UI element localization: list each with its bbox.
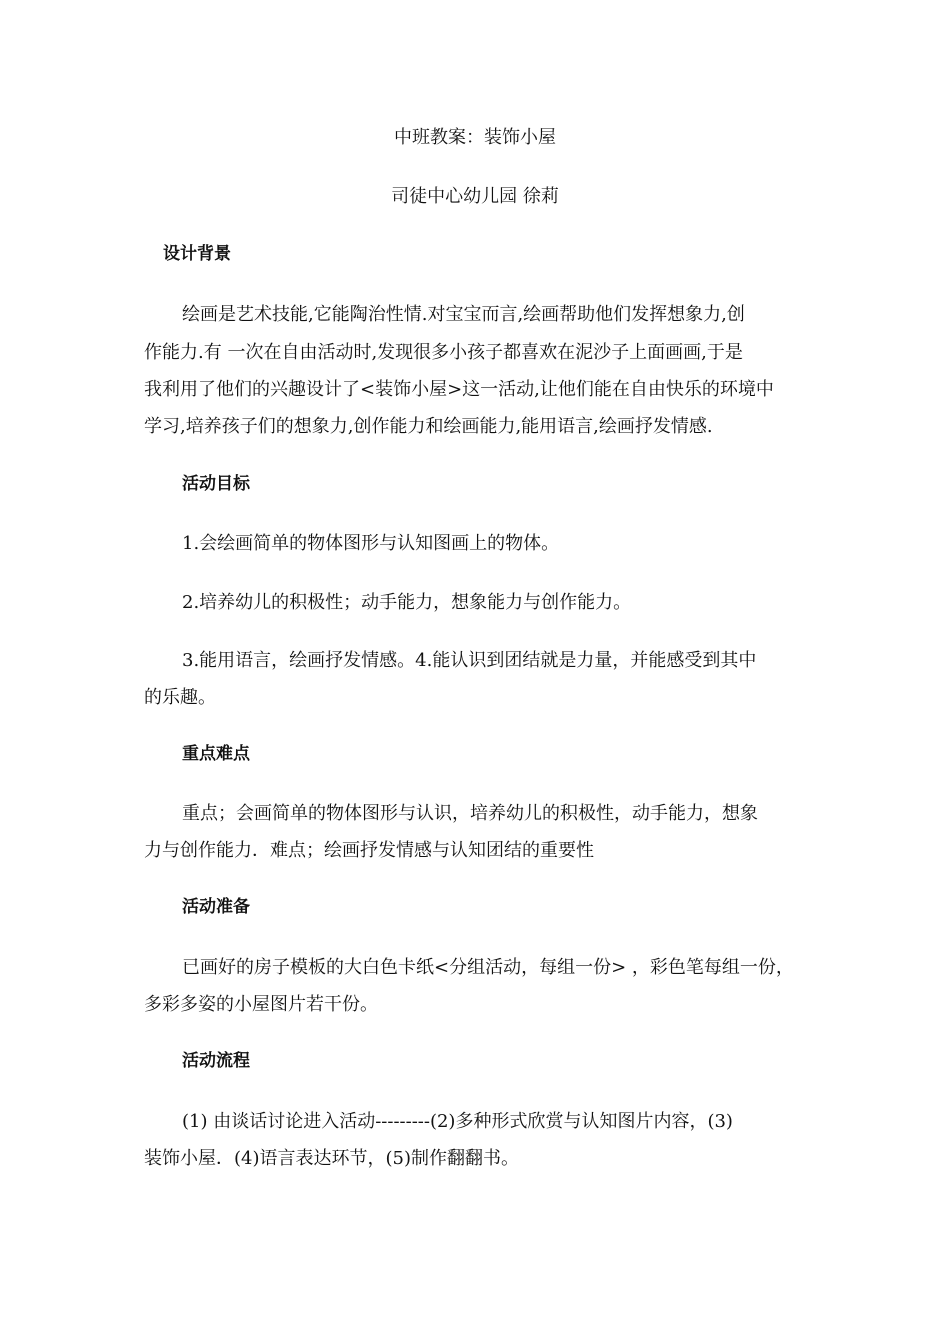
goal-item-3-line-1: 3.能用语言，绘画抒发情感。4.能认识到团结就是力量，并能感受到其中: [182, 650, 757, 671]
background-line-3: 我利用了他们的兴趣设计了<装饰小屋>这一活动,让他们能在自由快乐的环境中: [144, 379, 774, 400]
section-heading-goals: 活动目标: [182, 474, 250, 494]
section-heading-background: 设计背景: [163, 244, 231, 264]
section-heading-preparation: 活动准备: [182, 897, 250, 917]
keypoints-line-2: 力与创作能力．难点；绘画抒发情感与认知团结的重要性: [144, 840, 594, 861]
goal-item-2: 2.培养幼儿的积极性；动手能力，想象能力与创作能力。: [182, 592, 632, 613]
author-line: 司徒中心幼儿园 徐莉: [391, 186, 559, 207]
section-heading-keypoints: 重点难点: [182, 744, 250, 764]
process-line-1: (1) 由谈话讨论进入活动---------(2)多种形式欣赏与认知图片内容，(3): [182, 1111, 733, 1132]
goal-item-3-line-2: 的乐趣。: [144, 687, 216, 708]
background-line-2: 作能力.有 一次在自由活动时,发现很多小孩子都喜欢在泥沙子上面画画,于是: [144, 342, 743, 363]
preparation-line-2: 多彩多姿的小屋图片若干份。: [144, 994, 378, 1015]
process-line-2: 装饰小屋．(4)语言表达环节，(5)制作翻翻书。: [144, 1148, 519, 1169]
document-title: 中班教案：装饰小屋: [394, 127, 556, 148]
preparation-line-1: 已画好的房子模板的大白色卡纸<分组活动，每组一份> ，彩色笔每组一份，: [182, 957, 794, 978]
keypoints-line-1: 重点；会画简单的物体图形与认识，培养幼儿的积极性，动手能力，想象: [182, 803, 758, 824]
section-heading-process: 活动流程: [182, 1051, 250, 1071]
goal-item-1: 1.会绘画简单的物体图形与认知图画上的物体。: [182, 533, 560, 554]
background-line-4: 学习,培养孩子们的想象力,创作能力和绘画能力,能用语言,绘画抒发情感.: [144, 416, 713, 437]
background-line-1: 绘画是艺术技能,它能陶治性情.对宝宝而言,绘画帮助他们发挥想象力,创: [182, 304, 745, 325]
